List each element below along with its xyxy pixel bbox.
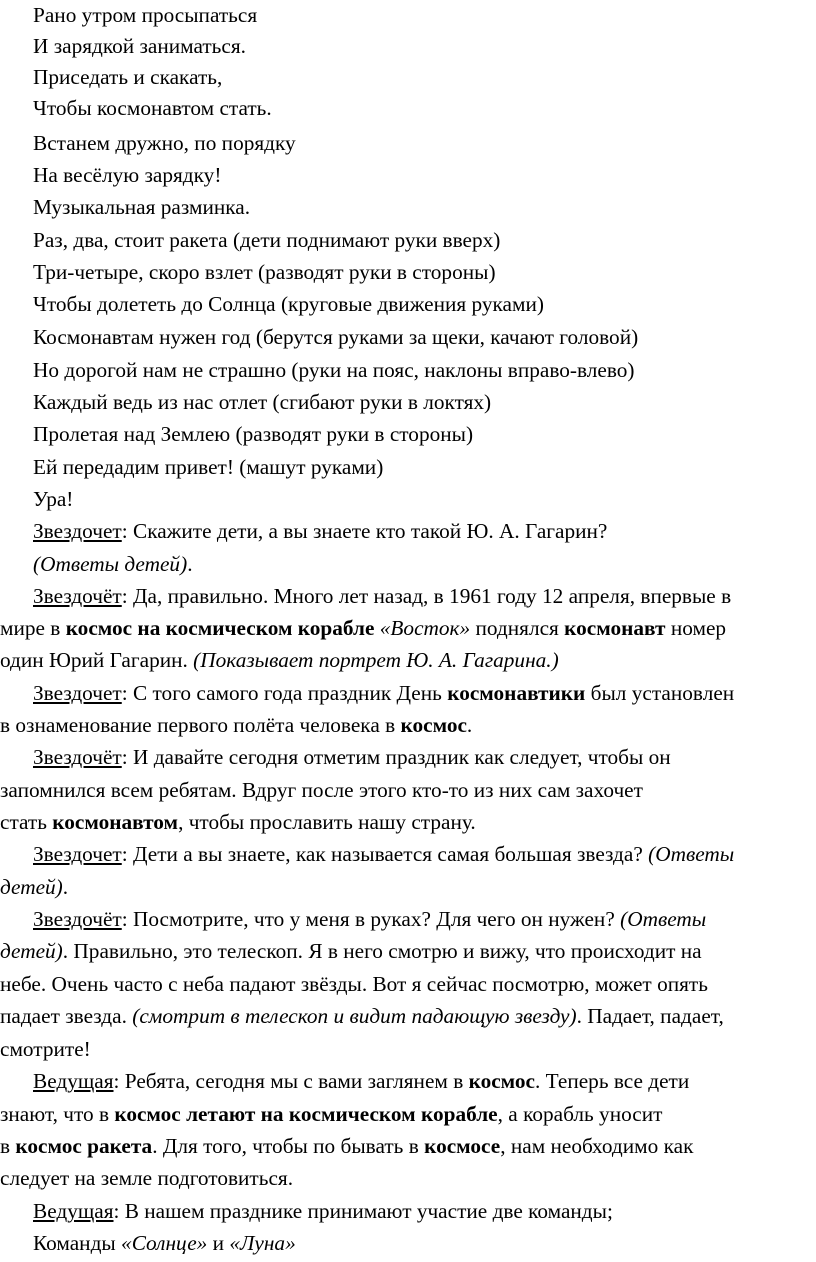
poem-line: Раз, два, стоит ракета (дети поднимают руки вверх): [33, 228, 501, 252]
dialogue-text: стать: [0, 810, 53, 834]
stage-direction: (Показывает портрет Ю. А. Гагарина.): [193, 648, 559, 672]
poem-line: Но дорогой нам не страшно (руки на пояс, наклоны вправо-влево): [33, 358, 635, 382]
dialogue-text: : В нашем празднике принимают участие две команды;: [113, 1199, 613, 1223]
italic-text: «Луна»: [229, 1231, 296, 1255]
poem-line: Три-четыре, скоро взлет (разводят руки в стороны): [33, 260, 496, 284]
dialogue-text: . Правильно, это телескоп. Я в него смотрю и вижу, что происходит на: [62, 939, 702, 963]
dialogue-line: [0, 1196, 816, 1227]
speaker-name: Звездочет: [33, 519, 122, 543]
dialogue-text: , а корабль уносит: [497, 1102, 663, 1126]
bold-text: космос: [468, 1069, 536, 1093]
speaker-name: Звездочёт: [33, 907, 122, 931]
dialogue-line: [0, 1131, 816, 1162]
dialogue-text: один Юрий Гагарин.: [0, 648, 194, 672]
dialogue-text: , чтобы прославить нашу страну.: [178, 810, 476, 834]
poem-line: Музыкальная разминка.: [33, 195, 251, 219]
dialogue-text: : И давайте сегодня отметим праздник как следует, чтобы он: [121, 745, 671, 769]
dialogue-text: в ознаменование первого полёта человека в: [0, 713, 401, 737]
bold-text: космос: [400, 713, 467, 737]
poem-line: На весёлую зарядку!: [33, 163, 222, 187]
dialogue-text: падает звезда.: [0, 1004, 133, 1028]
poem-line: Ей передадим привет! (машут руками): [33, 455, 384, 479]
poem-line: Чтобы долететь до Солнца (круговые движения руками): [33, 292, 544, 316]
dialogue-line: [0, 678, 816, 709]
poem-line: Космонавтам нужен год (берутся руками за щеки, качают головой): [33, 325, 639, 349]
bold-text: космос летают на космическом корабле: [114, 1102, 498, 1126]
bold-text: космонавтики: [447, 681, 586, 705]
dialogue-line: [0, 613, 816, 644]
dialogue-line: [0, 1066, 816, 1097]
poem-line: Встанем дружно, по порядку: [33, 131, 296, 155]
stage-direction: детей): [0, 939, 63, 963]
dialogue-line: [0, 936, 816, 967]
stage-direction: (Ответы: [620, 907, 707, 931]
dialogue-line: [0, 645, 816, 676]
stage-direction: (смотрит в телескоп и видит падающую звезду): [132, 1004, 577, 1028]
speaker-name: Звездочет: [33, 842, 122, 866]
dialogue-text: : Посмотрите, что у меня в руках? Для чего он нужен?: [121, 907, 621, 931]
dialogue-line: [0, 1099, 816, 1130]
dialogue-text: : С того самого года праздник День: [121, 681, 448, 705]
dialogue-line: следует на земле подготовиться.: [0, 1166, 294, 1190]
dialogue-line: запомнился всем ребятам. Вдруг после этого кто-то из них сам захочет: [0, 778, 643, 802]
italic-text: «Солнце»: [121, 1231, 208, 1255]
dialogue-line: [0, 839, 816, 870]
dialogue-text: : Ребята, сегодня мы с вами заглянем в: [113, 1069, 469, 1093]
speaker-name: Звездочет: [33, 681, 122, 705]
dialogue-line: [0, 742, 816, 773]
poem-line: Каждый ведь из нас отлет (сгибают руки в локтях): [33, 390, 492, 414]
dialogue-text: , нам необходимо как: [500, 1134, 694, 1158]
stage-direction: (Ответы: [648, 842, 735, 866]
bold-text: космосе: [424, 1134, 501, 1158]
dialogue-line: [0, 1001, 816, 1032]
dialogue-text: .: [466, 713, 473, 737]
dialogue-line: [0, 710, 816, 741]
dialogue-line: [0, 581, 816, 612]
stage-direction: (Ответы детей): [33, 552, 188, 576]
italic-text: «Восток»: [379, 616, 471, 640]
speaker-name: Ведущая: [33, 1069, 114, 1093]
poem-line: Чтобы космонавтом стать.: [33, 96, 272, 120]
bold-text: космонавтом: [52, 810, 179, 834]
dialogue-text: : Да, правильно. Много лет назад, в 1961 году 12 апреля, впервые в: [121, 584, 732, 608]
dialogue-text: : Дети а вы знаете, как называется самая большая звезда?: [121, 842, 649, 866]
bold-text: космос на космическом корабле: [65, 616, 375, 640]
dialogue-line: [0, 872, 816, 903]
stage-direction: детей): [0, 875, 63, 899]
dialogue-line: небе. Очень часто с неба падают звёзды. Вот я сейчас посмотрю, может опять: [0, 972, 708, 996]
poem-line: Приседать и скакать,: [33, 65, 223, 89]
dialogue-line: [0, 549, 816, 580]
dialogue-text: в: [0, 1134, 16, 1158]
dialogue-text: поднялся: [470, 616, 565, 640]
dialogue-text: знают, что в: [0, 1102, 115, 1126]
dialogue-text: . Падает, падает,: [576, 1004, 724, 1028]
dialogue-text: .: [62, 875, 69, 899]
dialogue-line: [0, 516, 816, 547]
speaker-name: Ведущая: [33, 1199, 114, 1223]
speaker-name: Звездочёт: [33, 745, 122, 769]
dialogue-text: : Скажите дети, а вы знаете кто такой Ю. А. Гагарин?: [121, 519, 608, 543]
dialogue-line: [0, 1228, 816, 1259]
dialogue-text: номер: [665, 616, 727, 640]
speaker-name: Звездочёт: [33, 584, 122, 608]
dialogue-line: [0, 807, 816, 838]
poem-line: Пролетая над Землею (разводят руки в стороны): [33, 422, 474, 446]
dialogue-line: [0, 904, 816, 935]
dialogue-text: Команды: [33, 1231, 122, 1255]
dialogue-text: и: [207, 1231, 230, 1255]
poem-line: И зарядкой заниматься.: [33, 34, 246, 58]
dialogue-text: . Для того, чтобы по бывать в: [152, 1134, 425, 1158]
bold-text: космос ракета: [15, 1134, 153, 1158]
bold-text: космонавт: [564, 616, 666, 640]
poem-line: Рано утром просыпаться: [33, 3, 258, 27]
dialogue-text: . Теперь все дети: [535, 1069, 690, 1093]
poem-line: Ура!: [33, 487, 74, 511]
dialogue-line: смотрите!: [0, 1037, 91, 1061]
dialogue-text: мире в: [0, 616, 66, 640]
dialogue-text: .: [187, 552, 193, 576]
dialogue-text: был установлен: [585, 681, 735, 705]
